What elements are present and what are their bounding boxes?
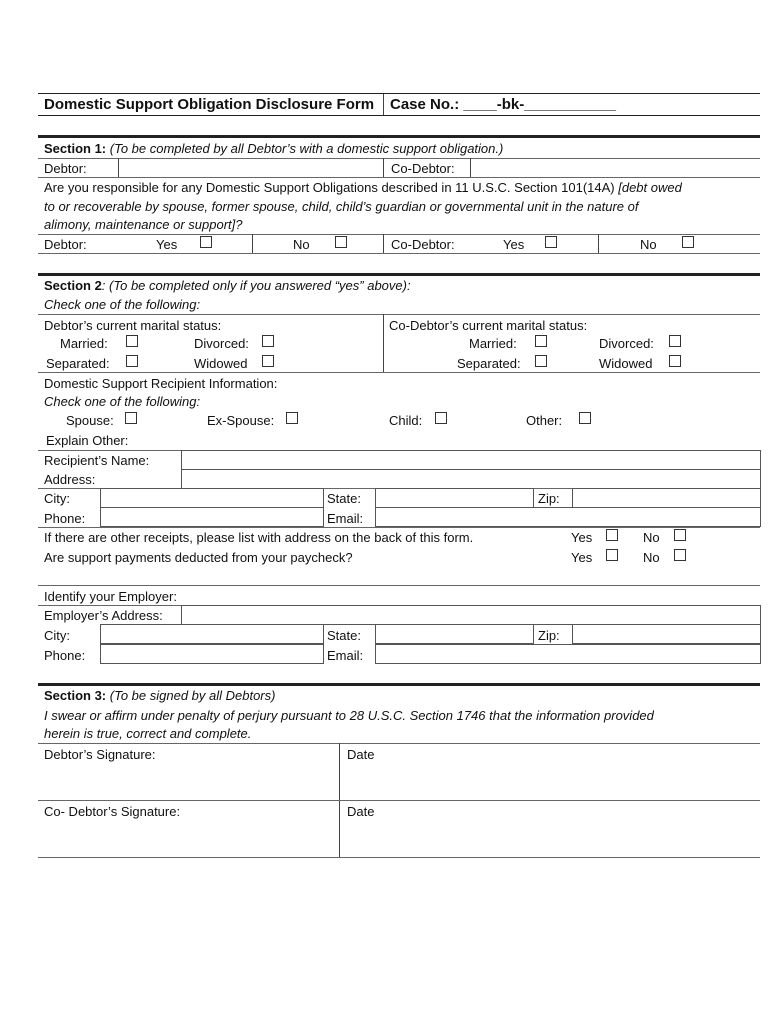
debtor-separated-label: Separated: bbox=[46, 356, 110, 371]
other-receipts-no-label: No bbox=[643, 530, 660, 545]
recipient-email-field[interactable] bbox=[375, 507, 761, 527]
recipient-zip-field[interactable] bbox=[572, 488, 761, 508]
section2-rule bbox=[38, 273, 760, 276]
recipient-address-field[interactable] bbox=[181, 469, 761, 489]
case-number: Case No.: ____-bk-___________ bbox=[390, 96, 616, 113]
recipient-state-field[interactable] bbox=[375, 488, 534, 508]
ex-spouse-label: Ex-Spouse: bbox=[207, 413, 275, 428]
recipient-city-field[interactable] bbox=[100, 488, 324, 508]
dso-debtor-yes-checkbox[interactable] bbox=[200, 236, 212, 248]
employer-city-field[interactable] bbox=[100, 624, 324, 644]
section1-debtor-label: Debtor: bbox=[44, 161, 87, 176]
debtor-marital-status-label: Debtor’s current marital status: bbox=[44, 318, 222, 333]
codebtor-divorced-checkbox[interactable] bbox=[669, 335, 681, 347]
dso-debtor-no-label: No bbox=[293, 237, 310, 252]
codebtor-date-label: Date bbox=[347, 804, 375, 819]
dso-debtor-no-checkbox[interactable] bbox=[335, 236, 347, 248]
oath-line1: I swear or affirm under penalty of perjury pursuant to 28 U.S.C. Section 1746 that the information provided bbox=[44, 708, 654, 723]
codebtor-separated-label: Separated: bbox=[457, 356, 521, 371]
explain-other-label: Explain Other: bbox=[46, 433, 129, 448]
identify-employer-label: Identify your Employer: bbox=[44, 589, 177, 604]
debtor-name-field[interactable] bbox=[120, 159, 382, 176]
other-receipts-no-checkbox[interactable] bbox=[674, 529, 686, 541]
paycheck-no-checkbox[interactable] bbox=[674, 549, 686, 561]
recipient-info-label: Domestic Support Recipient Information: bbox=[44, 376, 278, 391]
section2-heading: Section 2: (To be completed only if you answered “yes” above): bbox=[44, 278, 411, 293]
codebtor-widowed-checkbox[interactable] bbox=[669, 355, 681, 367]
ex-spouse-checkbox[interactable] bbox=[286, 412, 298, 424]
dso-question-line1: Are you responsible for any Domestic Support Obligations described in 11 U.S.C. Section 101(14A) [debt owed bbox=[44, 180, 682, 195]
recipient-address-label: Address: bbox=[44, 472, 96, 487]
debtor-date-field[interactable] bbox=[388, 745, 758, 799]
dso-debtor-yes-label: Yes bbox=[156, 237, 178, 252]
recipient-state-label: State: bbox=[327, 491, 361, 506]
paycheck-yes-checkbox[interactable] bbox=[606, 549, 618, 561]
codebtor-name-field[interactable] bbox=[472, 159, 758, 176]
employer-phone-field[interactable] bbox=[100, 644, 324, 664]
child-label: Child: bbox=[389, 413, 423, 428]
debtor-married-label: Married: bbox=[60, 336, 108, 351]
header-bottom-rule bbox=[38, 115, 760, 116]
employer-address-label: Employer’s Address: bbox=[44, 608, 163, 623]
debtor-signature-field[interactable] bbox=[40, 761, 336, 799]
oath-line2: herein is true, correct and complete. bbox=[44, 726, 252, 741]
recipient-city-label: City: bbox=[44, 491, 70, 506]
codebtor-signature-field[interactable] bbox=[40, 819, 336, 857]
dso-codebtor-yes-checkbox[interactable] bbox=[545, 236, 557, 248]
recipient-phone-field[interactable] bbox=[100, 507, 324, 527]
spouse-checkbox[interactable] bbox=[125, 412, 137, 424]
paycheck-question: Are support payments deducted from your paycheck? bbox=[44, 550, 353, 565]
section1-rule bbox=[38, 135, 760, 138]
employer-phone-label: Phone: bbox=[44, 648, 86, 663]
header-top-rule bbox=[38, 93, 760, 94]
paycheck-no-label: No bbox=[643, 550, 660, 565]
employer-rule bbox=[38, 585, 760, 586]
recipient-zip-label: Zip: bbox=[538, 491, 560, 506]
employer-email-label: Email: bbox=[327, 648, 364, 663]
other-receipts-yes-checkbox[interactable] bbox=[606, 529, 618, 541]
child-checkbox[interactable] bbox=[435, 412, 447, 424]
debtor-signature-label: Debtor’s Signature: bbox=[44, 747, 156, 762]
debtor-widowed-label: Widowed bbox=[194, 356, 248, 371]
section1-heading: Section 1: (To be completed by all Debtor’s with a domestic support obligation.) bbox=[44, 141, 504, 156]
header-divider bbox=[383, 94, 384, 116]
employer-city-label: City: bbox=[44, 628, 70, 643]
dso-codebtor-no-label: No bbox=[640, 237, 657, 252]
codebtor-separated-checkbox[interactable] bbox=[535, 355, 547, 367]
codebtor-married-checkbox[interactable] bbox=[535, 335, 547, 347]
other-receipts-yes-label: Yes bbox=[571, 530, 593, 545]
debtor-widowed-checkbox[interactable] bbox=[262, 355, 274, 367]
debtor-divorced-checkbox[interactable] bbox=[262, 335, 274, 347]
dso-codebtor-no-checkbox[interactable] bbox=[682, 236, 694, 248]
employer-address-field[interactable] bbox=[181, 605, 761, 625]
codebtor-married-label: Married: bbox=[469, 336, 517, 351]
paycheck-yes-label: Yes bbox=[571, 550, 593, 565]
section3-rule bbox=[38, 683, 760, 686]
employer-zip-field[interactable] bbox=[572, 624, 761, 644]
dso-codebtor-label: Co-Debtor: bbox=[391, 237, 455, 252]
codebtor-marital-status-label: Co-Debtor’s current marital status: bbox=[389, 318, 588, 333]
form-title: Domestic Support Obligation Disclosure Form bbox=[44, 96, 375, 113]
recipient-name-label: Recipient’s Name: bbox=[44, 453, 150, 468]
recipient-name-field[interactable] bbox=[181, 450, 761, 470]
employer-zip-label: Zip: bbox=[538, 628, 560, 643]
dso-debtor-label: Debtor: bbox=[44, 237, 87, 252]
section1-codebtor-label: Co-Debtor: bbox=[391, 161, 455, 176]
employer-state-label: State: bbox=[327, 628, 361, 643]
employer-email-field[interactable] bbox=[375, 644, 761, 664]
debtor-date-label: Date bbox=[347, 747, 375, 762]
debtor-married-checkbox[interactable] bbox=[126, 335, 138, 347]
employer-state-field[interactable] bbox=[375, 624, 534, 644]
codebtor-widowed-label: Widowed bbox=[599, 356, 653, 371]
dso-codebtor-yes-label: Yes bbox=[503, 237, 525, 252]
other-checkbox[interactable] bbox=[579, 412, 591, 424]
codebtor-signature-label: Co- Debtor’s Signature: bbox=[44, 804, 181, 819]
recipient-email-label: Email: bbox=[327, 511, 364, 526]
dso-question-line2: to or recoverable by spouse, former spouse, child, child’s guardian or governmental unit in the nature of bbox=[44, 199, 639, 214]
debtor-divorced-label: Divorced: bbox=[194, 336, 249, 351]
debtor-separated-checkbox[interactable] bbox=[126, 355, 138, 367]
recipient-phone-label: Phone: bbox=[44, 511, 86, 526]
recipient-check-one: Check one of the following: bbox=[44, 394, 201, 409]
other-receipts-text: If there are other receipts, please list with address on the back of this form. bbox=[44, 530, 474, 545]
section3-heading: Section 3: (To be signed by all Debtors) bbox=[44, 688, 276, 703]
other-label: Other: bbox=[526, 413, 563, 428]
section2-check-one: Check one of the following: bbox=[44, 297, 201, 312]
dso-question-line3: alimony, maintenance or support]? bbox=[44, 217, 243, 232]
spouse-label: Spouse: bbox=[66, 413, 114, 428]
codebtor-date-field[interactable] bbox=[388, 802, 758, 856]
codebtor-divorced-label: Divorced: bbox=[599, 336, 654, 351]
